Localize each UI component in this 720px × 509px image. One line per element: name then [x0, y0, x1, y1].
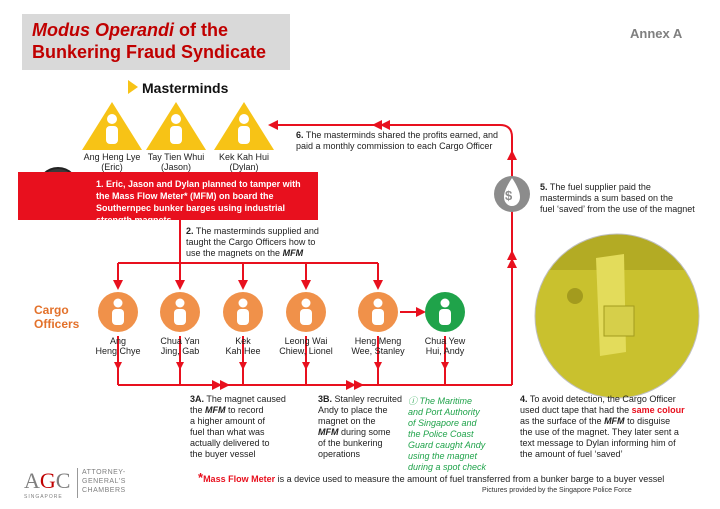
- cargo-officer-3-icon: [223, 292, 263, 332]
- cargo-officer-4-name: Leong Wai Chiew, Lionel: [279, 336, 333, 356]
- mastermind-eric-name: Ang Heng Lye (Eric): [83, 152, 141, 172]
- logo-divider: [77, 468, 78, 498]
- annex-label: Annex A: [630, 26, 683, 41]
- info-icon: ⓘ: [408, 396, 418, 406]
- step6-text: 6. The masterminds shared the profits earned, and paid a monthly commission to each Cargo Officer: [296, 130, 498, 151]
- mpa-caught-text: ⓘ The Maritime and Port Authority of Singapore and the Police Coast Guard caught Andy using the magnet during a spot check: [408, 396, 487, 472]
- flow-arrow: [372, 120, 382, 130]
- step3b-text: 3B. Stanley recruited Andy to place the magnet on the MFM during some of the bunkering operations: [318, 394, 403, 459]
- dollar-sign: $: [505, 188, 513, 203]
- cargo-officer-4-icon: [286, 292, 326, 332]
- step3a-text: 3A. The magnet caused the MFM to record a higher amount of fuel than what was actually delivered to the buyer vessel: [190, 394, 286, 459]
- mastermind-eric-icon: [82, 102, 142, 150]
- cargo-officer-2-icon: [160, 292, 200, 332]
- mastermind-dylan-icon: [214, 102, 274, 150]
- flow-arrow: [220, 380, 230, 390]
- flow-arrow: [507, 150, 517, 160]
- mastermind-dylan-name: Kek Kah Hui (Dylan): [218, 152, 270, 172]
- cargo-officer-5-name: Heng Meng Wee, Stanley: [351, 336, 405, 356]
- page-title-line2: Bunkering Fraud Syndicate: [32, 42, 267, 62]
- cargo-officer-1-icon: [98, 292, 138, 332]
- cargo-officer-6-icon: [425, 292, 465, 332]
- photo-credit: Pictures provided by the Singapore Police Force: [482, 487, 632, 494]
- page-title-line1: Modus Operandi of the: [32, 20, 229, 40]
- recruit-arrow: [416, 307, 426, 317]
- duct-tape-photo: [530, 230, 710, 410]
- agc-logo-name: ATTORNEY- GENERAL'S CHAMBERS: [82, 469, 126, 494]
- mastermind-jason-name: Tay Tien Whui (Jason): [147, 152, 205, 172]
- agc-logo: AGC: [24, 468, 71, 493]
- agc-logo-singapore: SINGAPORE: [24, 494, 63, 500]
- step2-text: 2. The masterminds supplied and taught the Cargo Officers how to use the magnets on the MFM: [186, 226, 319, 258]
- cargo-officer-5-icon: [358, 292, 398, 332]
- mastermind-jason-icon: [146, 102, 206, 150]
- cargo-officer-3-name: Kek Kah Hee: [225, 336, 261, 356]
- cargo-officers-label: Cargo Officers: [34, 303, 80, 331]
- cargo-officer-2-name: Chua Yan Jing, Gab: [160, 336, 200, 356]
- masterminds-label: Masterminds: [142, 80, 229, 96]
- cargo-officer-6-name: Chua Yew Hui, Andy: [424, 336, 466, 356]
- flow-arrow: [507, 250, 517, 260]
- step1-text: 1. Eric, Jason and Dylan planned to tamper with the Mass Flow Meter* (MFM) on board the Southernpec bunker barges using industrial strength magnets: [96, 179, 301, 225]
- step4-text: 4. To avoid detection, the Cargo Officer used duct tape that had the same colour as the surface of the MFM to disguise the use of the magnet. They later sent a text message to Dylan informing him of the amount of fuel ‘saved’: [520, 394, 685, 459]
- masterminds-marker-icon: [128, 80, 138, 94]
- footnote: *Mass Flow Meter is a device used to measure the amount of fuel transferred from a bunker barge to a buyer vessel: [198, 470, 665, 485]
- flow-arrow: [268, 120, 278, 130]
- cargo-officer-1-name: Ang Heng Chye: [95, 336, 141, 356]
- step5-text: 5. The fuel supplier paid the masterminds a sum based on the fuel ‘saved’ from the use of the magnet: [540, 182, 695, 214]
- flow-arrow: [354, 380, 364, 390]
